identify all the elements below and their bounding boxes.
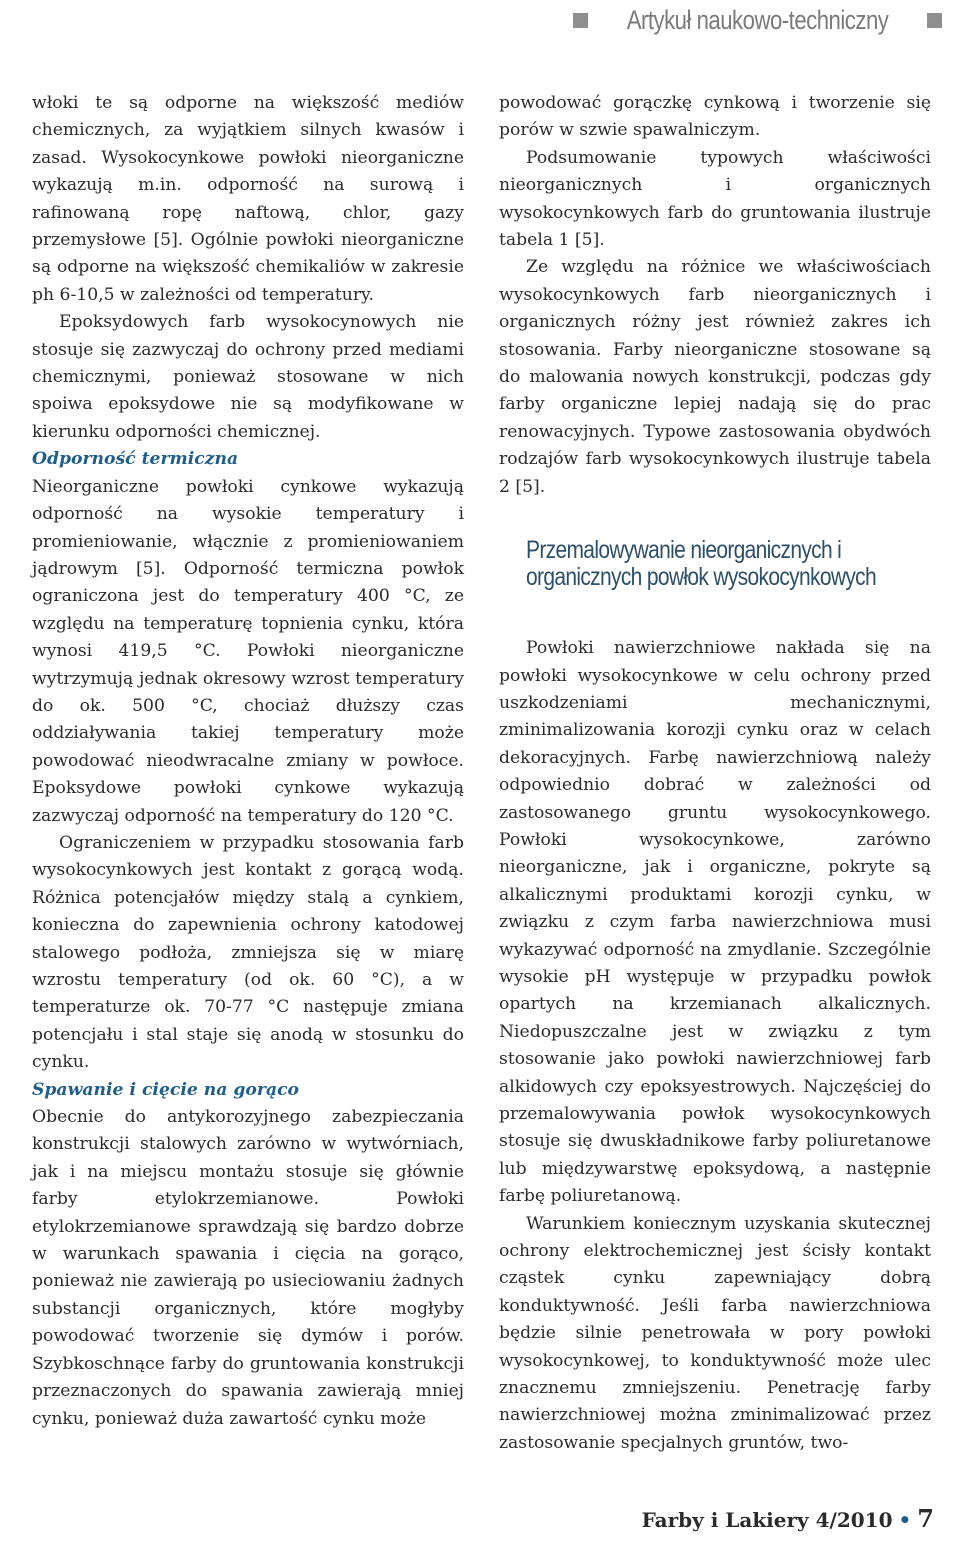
paragraph: Podsumowanie typowych właściwości nieorganicznych i organicznych wysokocynkowych farb do gruntowania ilustruje tabela 1 [5]. xyxy=(499,147,931,251)
paragraph: powodować gorączkę cynkową i tworzenie się porów w szwie spawalniczym. xyxy=(499,93,931,141)
header-square-left xyxy=(573,13,588,28)
separator-dot: • xyxy=(898,1508,912,1532)
journal-name: Farby i Lakiery 4/2010 xyxy=(641,1508,893,1532)
right-column xyxy=(499,90,931,1457)
paragraph: Obecnie do antykorozyjnego zabezpieczania konstrukcji stalowych zarówno w wytwórniach, jak i na miejscu montażu stosuje się głównie farby etylokrzemianowe. Powłoki etylokrzemianowe sprawdzają się bardzo dobrze w warunkach spawania i cięcia na gorąco, ponieważ nie zawierają po usieciowaniu żadnych substancji organicznych, które mogłyby powodować tworzenie się dymów i porów. Szybkoschnące farby do gruntowania konstrukcji przeznaczonych do spawania zawierają mniej cynku, ponieważ duża zawartość cynku może xyxy=(32,1107,464,1429)
section-header xyxy=(573,0,942,40)
section-heading: Przemalowywanie nieorganicznych i organicznych powłok wysokocynkowych xyxy=(526,536,876,592)
paragraph: Powłoki nawierzchniowe nakłada się na powłoki wysokocynkowe w celu ochrony przed uszkodzeniami mechanicznymi, zminimalizowania korozji cynku oraz w celach dekoracyjnych. Farbę nawierzchniową należy odpowiednio dobrać w zależności od zastosowanego gruntu wysokocynkowego. Powłoki wysokocynkowe, zarówno nieorganiczne, jak i organiczne, pokryte są alkalicznymi produktami korozji cynku, w związku z czym farba nawierzchniowa musi wykazywać odporność na zmydlanie. Szczególnie wysokie pH występuje w przypadku powłok opartych na krzemianach alkalicznych. Niedopuszczalne jest w związku z tym stosowanie jako powłoki nawierzchniowej farb alkidowych czy epoksyestrowych. Najczęściej do przemalowywania powłok wysokocynkowych stosuje się dwuskładnikowe farby poliuretanowe lub międzywarstwę epoksydową, a następnie farbę poliuretanową. xyxy=(499,638,931,1207)
paragraph: Nieorganiczne powłoki cynkowe wykazują odporność na wysokie temperatury i promieniowanie, włącznie z promieniowaniem jądrowym [5]. Odporność termiczna powłok ograniczona jest do temperatury 400 °C, ze względu na temperaturę topnienia cynku, która wynosi 419,5 °C. Powłoki nieorganiczne wytrzymują jednak okresowy wzrost temperatury do ok. 500 °C, chociaż dłuższy czas oddziaływania takiej temperatury może powodować nieodwracalne zmiany w powłoce. Epoksydowe powłoki cynkowe wykazują zazwyczaj odporność na temperatury do 120 °C. xyxy=(32,476,464,826)
left-column xyxy=(32,90,464,1433)
paragraph: włoki te są odporne na większość mediów chemicznych, za wyjątkiem silnych kwasów i zasad. Wysokocynkowe powłoki nieorganiczne wykazują m.in. odporność na surową i rafinowaną ropę naftową, chlor, gazy przemysłowe [5]. Ogólnie powłoki nieorganiczne są odporne na większość chemikaliów w zakresie ph 6-10,5 w zależności od temperatury. xyxy=(32,93,464,305)
paragraph: Ze względu na różnice we właściwościach wysokocynkowych farb nieorganicznych i organicznych różny jest również zakres ich stosowania. Farby nieorganiczne stosowane są do malowania nowych konstrukcji, podczas gdy farby organiczne lepiej nadają się do prac renowacyjnych. Typowe zastosowania obydwóch rodzajów farb wysokocynkowych ilustruje tabela 2 [5]. xyxy=(499,257,931,497)
paragraph: Ograniczeniem w przypadku stosowania farb wysokocynkowych jest kontakt z gorącą wodą. Różnica potencjałów między stalą a cynkiem, konieczna do zapewnienia ochrony katodowej stalowego podłoża, zmniejsza się w miarę wzrostu temperatury (od ok. 60 °C), a w temperaturze ok. 70-77 °C następuje zmiana potencjału i stal staje się anodą w stosunku do cynku. xyxy=(32,832,464,1073)
page-number: 7 xyxy=(917,1504,934,1533)
subheading-thermal-resistance: Odporność termiczna xyxy=(32,449,239,470)
header-square-right xyxy=(927,13,942,28)
section-label: Artykuł naukowo-techniczny xyxy=(626,4,889,35)
paragraph: Warunkiem koniecznym uzyskania skutecznej ochrony elektrochemicznej jest ścisły kontakt cząstek cynku zapewniający dobrą konduktywność. Jeśli farba nawierzchniowa będzie silnie penetrowała w pory powłoki wysokocynkowej, to konduktywność może ulec znacznemu zmniejszeniu. Penetrację farby nawierzchniowej można zminimalizować przez zastosowanie specjalnych gruntów, two- xyxy=(499,1213,931,1453)
paragraph: Epoksydowych farb wysokocynowych nie stosuje się zazwyczaj do ochrony przed mediami chemicznymi, ponieważ stosowane w nich spoiwa epoksydowe nie są modyfikowane w kierunku odporności chemicznej. xyxy=(32,312,464,442)
subheading-welding: Spawanie i cięcie na gorąco xyxy=(32,1079,300,1100)
page-footer xyxy=(642,1504,934,1533)
